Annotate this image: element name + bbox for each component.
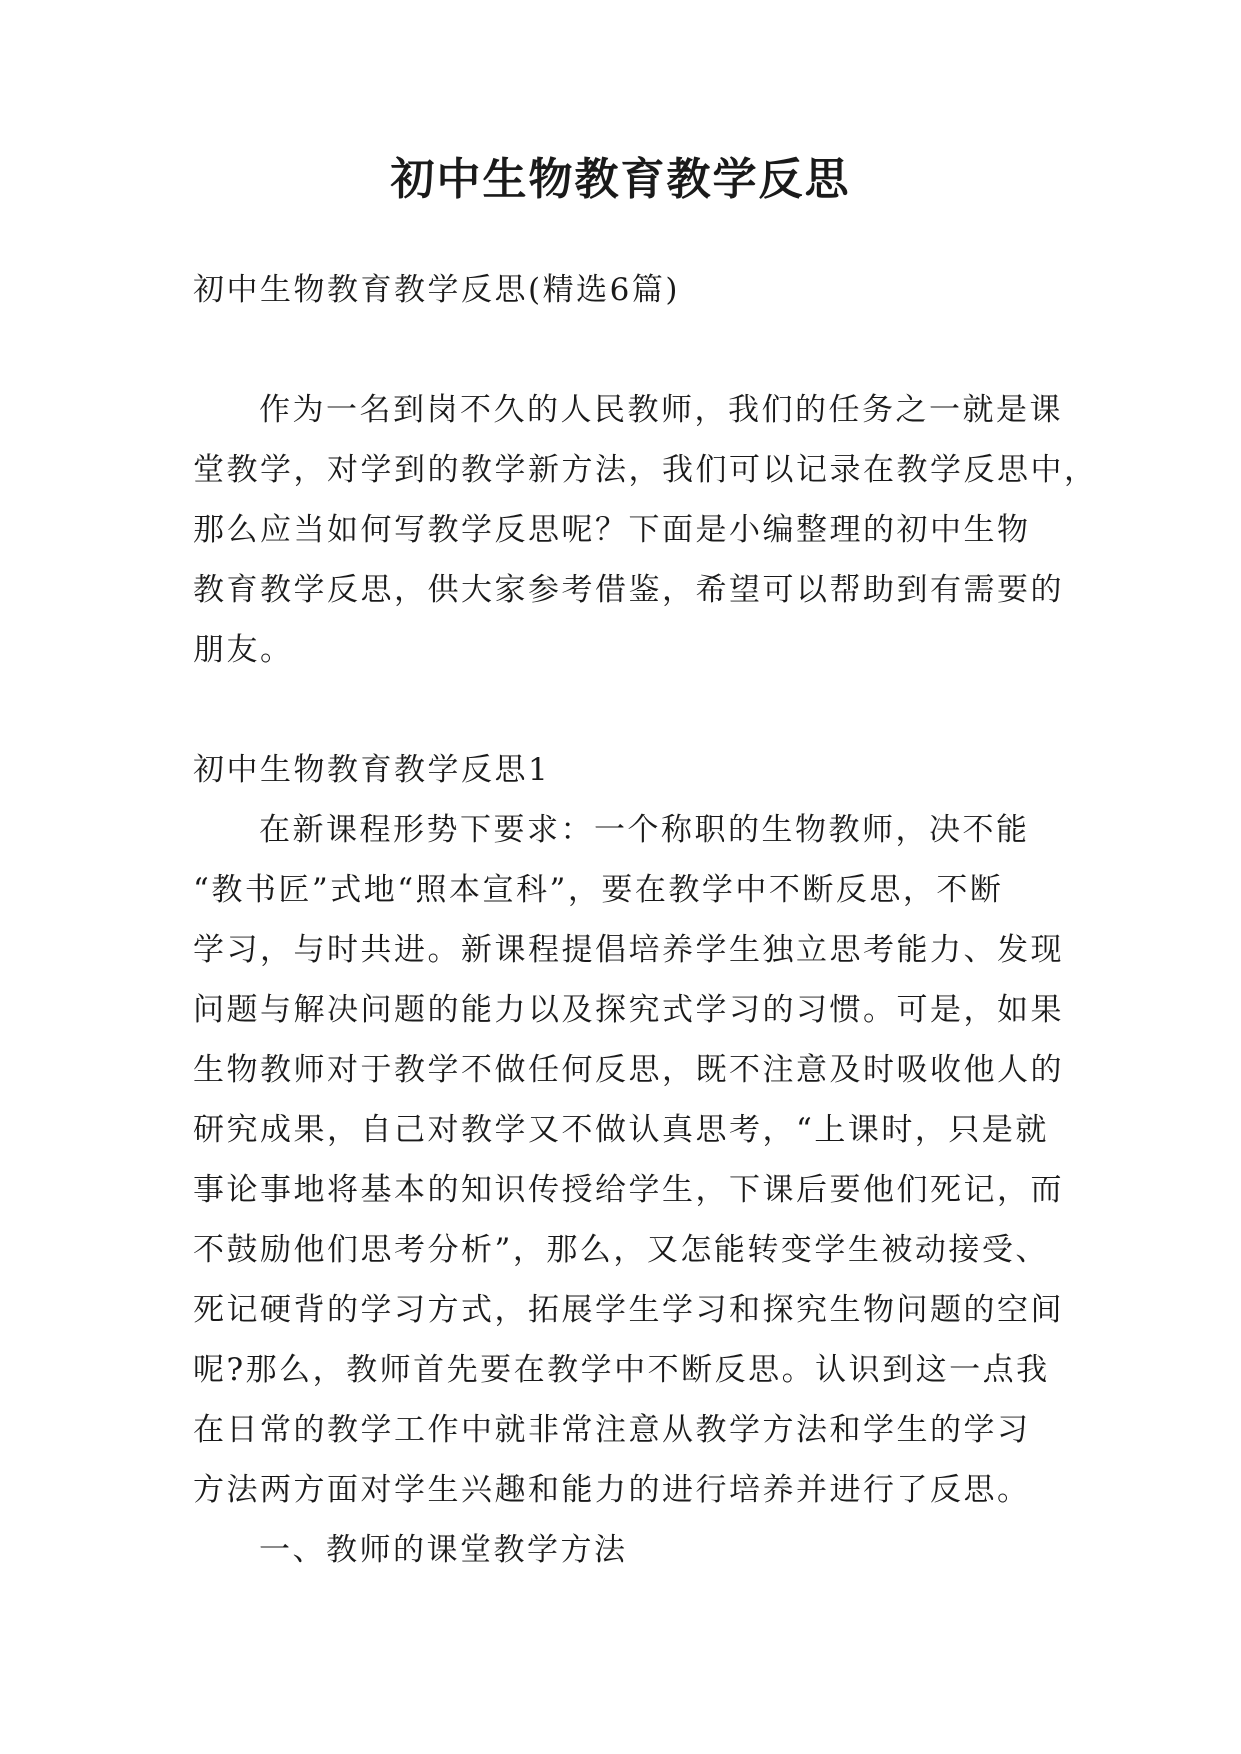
- section1-line: 生物教师对于教学不做任何反思，既不注意及时吸收他人的: [193, 1052, 1064, 1088]
- subheading: 一、教师的课堂教学方法: [259, 1532, 628, 1568]
- intro-line: 教育教学反思，供大家参考借鉴，希望可以帮助到有需要的: [193, 572, 1064, 608]
- intro-line: 那么应当如何写教学反思呢？下面是小编整理的初中生物: [193, 512, 1031, 548]
- intro-line: 朋友。: [193, 632, 294, 668]
- intro-paragraph: [193, 380, 1098, 680]
- section-heading: 初中生物教育教学反思1: [193, 752, 551, 788]
- paragraph-spacer: [193, 680, 1053, 740]
- section1-line: 死记硬背的学习方式，拓展学生学习和探究生物问题的空间: [193, 1292, 1064, 1328]
- section1-line: 问题与解决问题的能力以及探究式学习的习惯。可是，如果: [193, 992, 1064, 1028]
- section1-line: 学习，与时共进。新课程提倡培养学生独立思考能力、发现: [193, 932, 1064, 968]
- intro-line: 作为一名到岗不久的人民教师，我们的任务之一就是课: [259, 392, 1063, 428]
- section1-line: 不鼓励他们思考分析”，那么，又怎能转变学生被动接受、: [193, 1232, 1049, 1268]
- section1-line: 呢?那么，教师首先要在教学中不断反思。认识到这一点我: [193, 1352, 1050, 1388]
- section1-line: 在日常的教学工作中就非常注意从教学方法和学生的学习: [193, 1412, 1031, 1448]
- section1-line: 方法两方面对学生兴趣和能力的进行培养并进行了反思。: [193, 1472, 1031, 1508]
- paragraph-spacer: [193, 320, 1053, 380]
- document-title: 初中生物教育教学反思: [390, 154, 851, 205]
- section1-line: 在新课程形势下要求：一个称职的生物教师，决不能: [259, 812, 1030, 848]
- document-subtitle: 初中生物教育教学反思(精选6篇): [193, 272, 680, 308]
- section1-line: 事论事地将基本的知识传授给学生，下课后要他们死记，而: [193, 1172, 1064, 1208]
- intro-line: 堂教学，对学到的教学新方法，我们可以记录在教学反思中，: [193, 452, 1098, 488]
- section1-line: “教书匠”式地“照本宣科”，要在教学中不断反思，不断: [193, 872, 1004, 908]
- section1-line: 研究成果，自己对教学又不做认真思考，“上课时，只是就: [193, 1112, 1049, 1148]
- document-body: [193, 260, 1098, 1580]
- section1-paragraph: [193, 800, 1064, 1520]
